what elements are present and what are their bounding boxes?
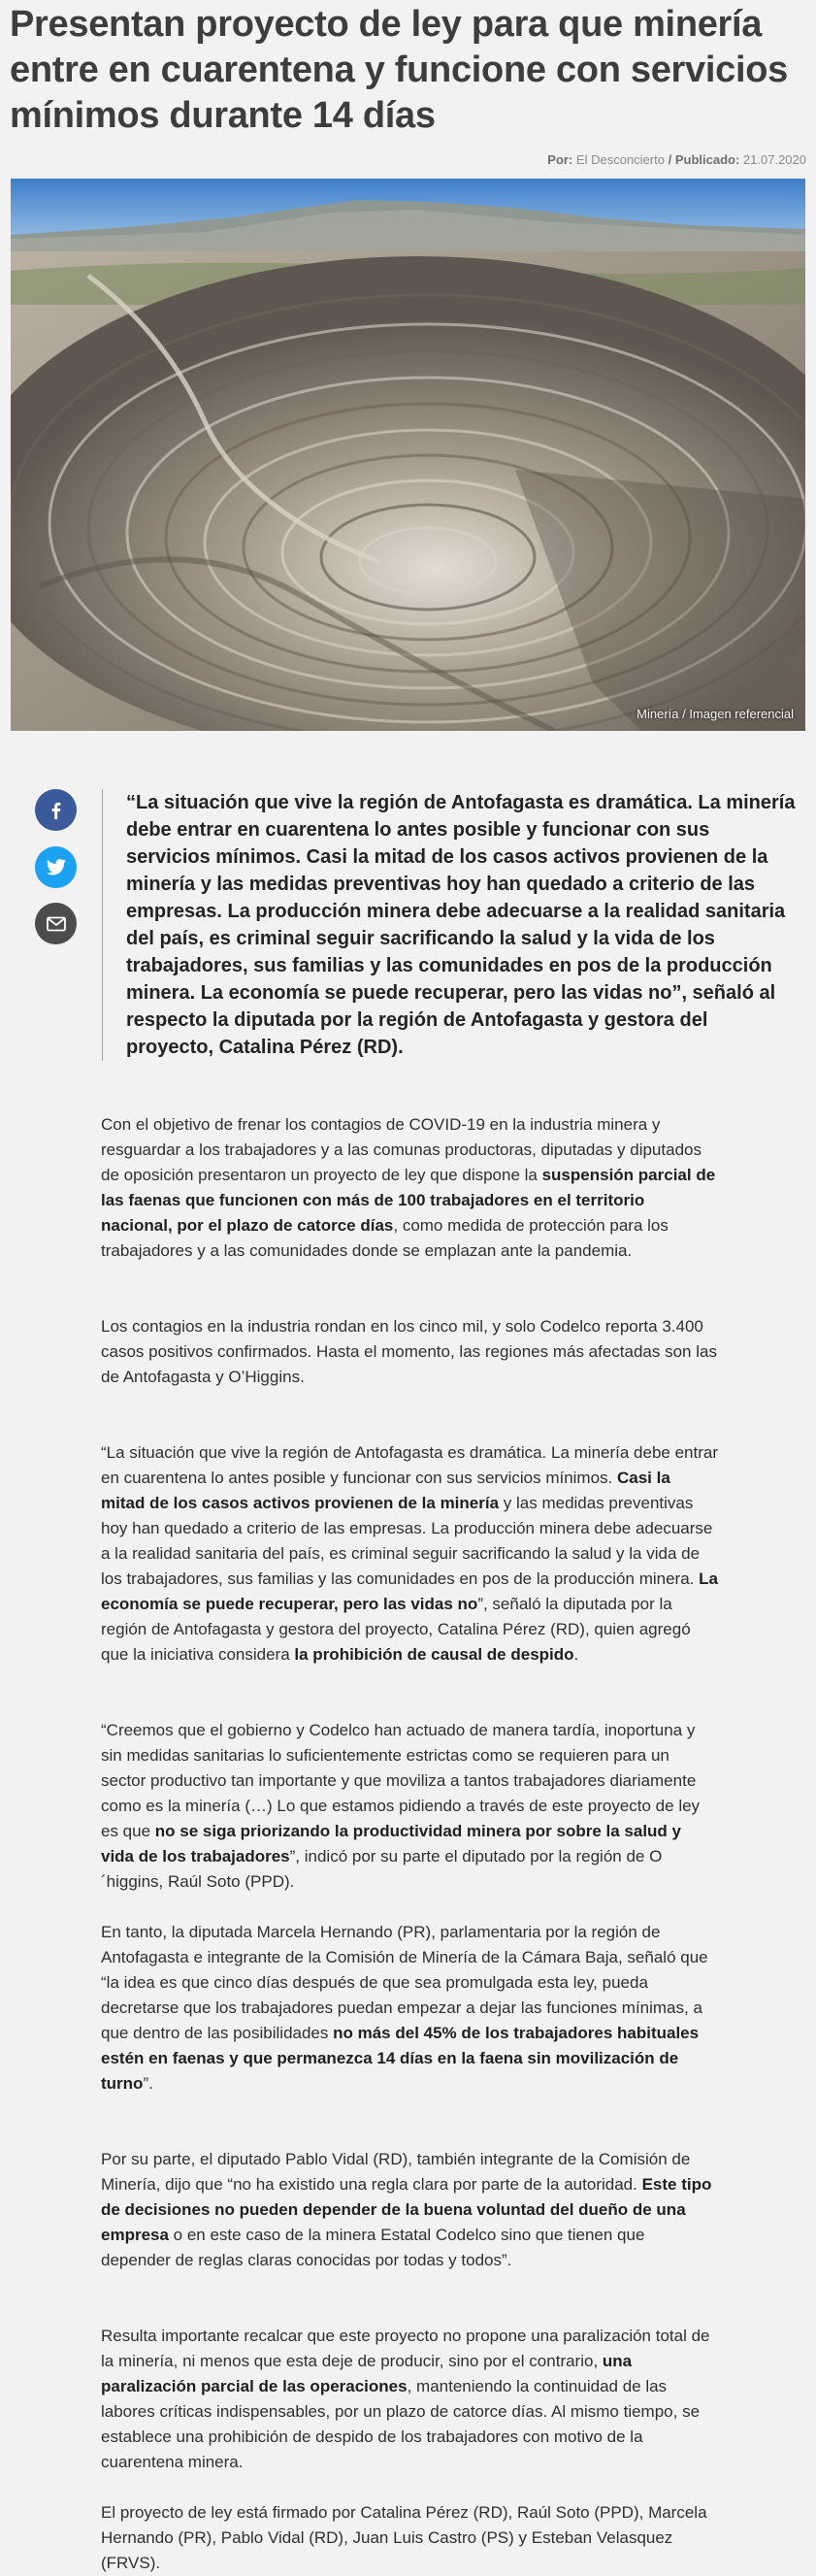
article-paragraph [101, 1920, 718, 2097]
paragraph-text: , manteniendo la continuidad de las labores críticas indispensables, por un plazo de catorce días. Al mismo tiempo, se establece una prohibición de despido de los trabajadores con motivo de la cuarentena minera. [101, 2377, 701, 2471]
article-paragraph [101, 1718, 718, 1895]
facebook-icon [47, 801, 66, 820]
open-pit-mine-illustration [11, 179, 805, 731]
emphasis-text: suspensión parcial de las faenas que funcionen con más de 100 trabajadores en el territorio nacional, por el plazo de catorce días [101, 1166, 716, 1235]
paragraph-text: . [573, 1645, 579, 1664]
paragraph-text: Con el objetivo de frenar los contagios de COVID-19 en la industria minera y resguardar a los trabajadores y a las comunas productoras, diputadas y diputados de oposición presentaron un proyecto de ley que dispone la [101, 1115, 702, 1184]
article-paragraph [101, 2500, 718, 2576]
byline-separator: / [668, 152, 672, 167]
emphasis-text: no se siga priorizando la productividad minera por sobre la salud y vida de los trabajadores [101, 1822, 681, 1866]
article-title: Presentan proyecto de ley para que minería entre en cuarentena y funcione con servicios mínimos durante 14 días [10, 4, 788, 136]
paragraph-text: ”, señaló la diputada por la región de Antofagasta y gestora del proyecto, Catalina Pérez (RD), quien agregó que la iniciativa considera [101, 1595, 691, 1664]
paragraph-text: El proyecto de ley está firmado por Catalina Pérez (RD), Raúl Soto (PPD), Marcela Hernando (PR), Pablo Vidal (RD), Juan Luis Castro (PS) y Esteban Velasquez (FRVS). [101, 2503, 707, 2572]
paragraph-text: ”, indicó por su parte el diputado por la región de O´higgins, Raúl Soto (PPD). [101, 1847, 663, 1891]
paragraph-text: “Creemos que el gobierno y Codelco han actuado de manera tardía, inoportuna y sin medidas sanitarias lo suficientemente estrictas como se requieren para un sector productivo tan importante y que moviliza a tantos trabajadores diariamente como es la minería (…) Lo que estamos pidiendo a través de este proyecto de ley es que [101, 1721, 701, 1840]
emphasis-text: Este tipo de decisiones no pueden depender de la buena voluntad del dueño de una empresa [101, 2175, 712, 2244]
publish-date: 21.07.2020 [742, 152, 806, 167]
emphasis-text: la prohibición de causal de despido [294, 1645, 574, 1664]
article-paragraph [101, 2324, 718, 2475]
paragraph-text: y las medidas preventivas hoy han quedado a criterio de las empresas. La producción minera debe adecuarse a la realidad sanitaria del país, es criminal seguir sacrificando la salud y la vida de los trabajadores, sus familias y las comunidades en pos de la producción minera. [101, 1494, 713, 1588]
paragraph-text: Resulta importante recalcar que este proyecto no propone una paralización total de la minería, ni menos que esta deje de producir, sino por el contrario, [101, 2327, 710, 2370]
paragraph-text: En tanto, la diputada Marcela Hernando (PR), parlamentaria por la región de Antofagasta e integrante de la Comisión de Minería de la Cámara Baja, señaló que “la idea es que cinco días después de que sea promulgada esta ley, pueda decretarse que los trabajadores puedan empezar a dejar las funciones mínimas, a que dentro de las posibilidades [101, 1923, 708, 2042]
article-body [101, 1112, 718, 2576]
author-label: Por: [547, 152, 573, 167]
twitter-icon [46, 858, 67, 877]
date-label: Publicado: [674, 152, 740, 167]
article-paragraph [101, 1314, 718, 1390]
paragraph-text: Por su parte, el diputado Pablo Vidal (RD), también integrante de la Comisión de Minería, dijo que “no ha existido una regla clara por parte de la autoridad. [101, 2150, 691, 2194]
article-image [11, 179, 805, 731]
paragraph-text: Los contagios en la industria rondan en los cinco mil, y solo Codelco reporta 3.400 casos positivos confirmados. Hasta el momento, las regiones más afectadas son las de Antofagasta y O’Higgins. [101, 1317, 717, 1386]
email-share-button[interactable] [35, 903, 77, 944]
article-paragraph [101, 2147, 718, 2273]
paragraph-text: “La situación que vive la región de Antofagasta es dramática. La minería debe entrar en cuarentena lo antes posible y funcionar con sus servicios mínimos. [101, 1443, 718, 1487]
paragraph-text: , como medida de protección para los trabajadores y a las comunidades donde se emplazan ante la pandemia. [101, 1216, 669, 1260]
facebook-share-button[interactable] [35, 789, 77, 831]
emphasis-text: una paralización parcial de las operaciones [101, 2352, 633, 2395]
paragraph-text: ”. [143, 2074, 153, 2093]
paragraph-text: o en este caso de la minera Estatal Codelco sino que tienen que depender de reglas claras conocidas por todas y todos”. [101, 2226, 645, 2269]
mail-icon [47, 916, 66, 932]
pull-quote [102, 789, 799, 1061]
emphasis-text: Casi la mitad de los casos activos provienen de la minería [101, 1469, 670, 1512]
pull-quote-text: “La situación que vive la región de Antofagasta es dramática. La minería debe entrar en cuarentena lo antes posible y funcionar con sus servicios mínimos. Casi la mitad de los casos activos provienen de la minería y las medidas preventivas hoy han quedado a criterio de las empresas. La producción minera debe adecuarse a la realidad sanitaria del país, es criminal seguir sacrificando la salud y la vida de los trabajadores, sus familias y las comunidades en pos de la producción minera. La economía se puede recuperar, pero las vidas no”, señaló al respecto la diputada por la región de Antofagasta y gestora del proyecto, Catalina Pérez (RD). [126, 792, 796, 1058]
article-paragraph [101, 1112, 718, 1264]
author-name[interactable]: El Desconcierto [575, 152, 665, 167]
image-caption: Minería / Imagen referencial [636, 707, 794, 721]
emphasis-text: La economía se puede recuperar, pero las vidas no [101, 1569, 718, 1613]
twitter-share-button[interactable] [35, 846, 77, 888]
article-paragraph [101, 1440, 718, 1668]
emphasis-text: no más del 45% de los trabajadores habituales estén en faenas y que permanezca 14 días en la faena sin movilización de turno [101, 2024, 700, 2093]
byline [547, 152, 806, 167]
